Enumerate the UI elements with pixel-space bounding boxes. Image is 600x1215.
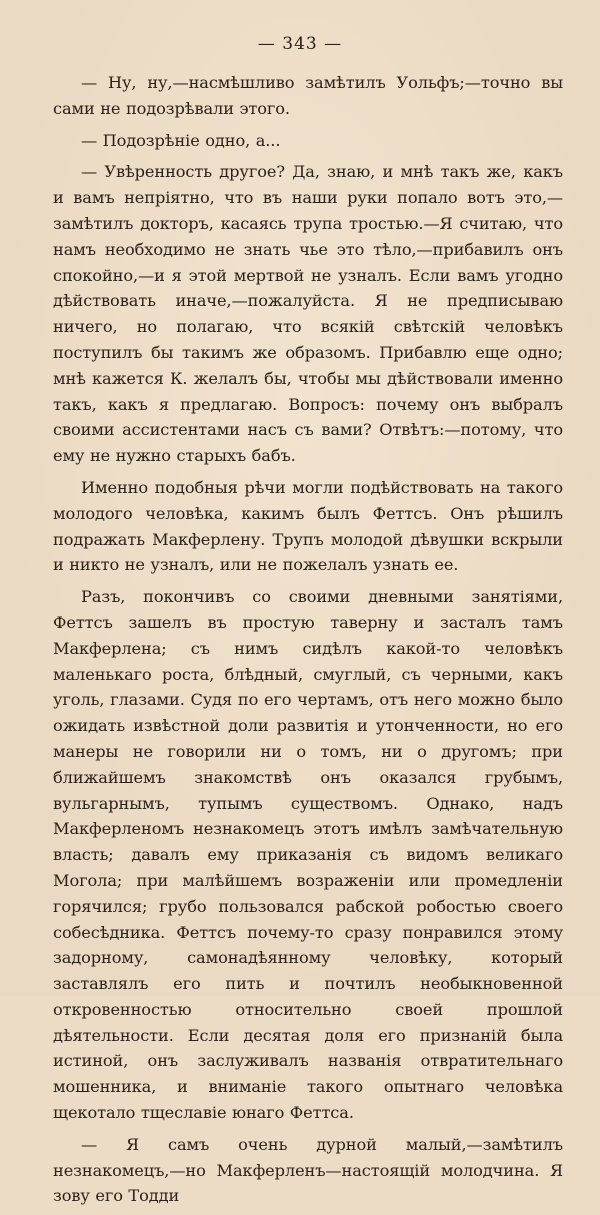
paragraph-4: Именно подобныя рѣчи могли подѣйствовать на такого молодого человѣка, какимъ былъ Феттсъ. Онъ рѣшилъ подражать Макферлену. Трупъ молодой дѣвушки вскрыли и никто не узналъ, или не пожелалъ узнать ее. <box>53 477 563 575</box>
paragraph-2: — Подозрѣнiе одно, а... <box>81 130 281 150</box>
paragraph-3: — Увѣренность другое? Да, знаю, и мнѣ такъ же, какъ и вамъ непрiятно, что въ наши руки попало вотъ это,—замѣтилъ докторъ, касаясь трупа тростью.—Я считаю, что намъ необходимо не знать чье это тѣло,—прибавилъ онъ спокойно,—и я этой мертвой не узналъ. Если вамъ угодно дѣйствовать иначе,—пожалуйста. Я не предписываю ничего, но полагаю, что всякiй свѣтскiй человѣкъ поступилъ бы такимъ же образомъ. Прибавлю еще одно; мнѣ кажется К. желалъ бы, чтобы мы дѣйствовали именно такъ, какъ я предлагаю. Вопросъ: почему онъ выбралъ своими ассистентами насъ съ вами? Отвѣтъ:—потому, что ему не нужно старыхъ бабъ. <box>53 162 563 466</box>
page-number: — 343 — <box>257 34 343 54</box>
paragraph-6: — Я самъ очень дурной малый,—замѣтилъ незнакомецъ,—но Макферленъ—настоящiй молодчина. Я зову его Тодди <box>53 1134 563 1206</box>
text-column <box>53 70 563 1215</box>
paragraph-1: — Ну, ну,—насмѣшливо замѣтилъ Уольфъ;—точно вы сами не подозрѣвали этого. <box>53 73 563 118</box>
paragraph-5: Разъ, покончивъ со своими дневными занятiями, Феттсъ зашелъ въ простую таверну и засталъ тамъ Макферлена; съ нимъ сидѣлъ какой-то человѣкъ маленькаго роста, блѣдный, смуглый, съ черными, какъ уголь, глазами. Судя по его чертамъ, отъ него можно было ожидать извѣстной доли развитiя и утонченности, но его манеры не говорили ни о томъ, ни о другомъ; при ближайшемъ знакомствѣ онъ оказался грубымъ, вульгарнымъ, тупымъ существомъ. Однако, надъ Макферленомъ незнакомецъ этотъ имѣлъ замѣчательную власть; давалъ ему приказанiя съ видомъ великаго Могола; при малѣйшемъ возраженiи или промедленiи горячился; грубо пользовался рабской робостью своего собесѣдника. Феттсъ почему-то сразу понравился этому задорному, самонадѣянному человѣку, который заставлялъ его пить и почтилъ необыкновенной откровенностью относительно своей прошлой дѣятельности. Если десятая доля его признанiй была истиной, онъ заслуживалъ названiя отвратительнаго мошенника, и вниманiе такого опытнаго человѣка щекотало тщеславiе юнаго Феттса. <box>53 587 563 1123</box>
